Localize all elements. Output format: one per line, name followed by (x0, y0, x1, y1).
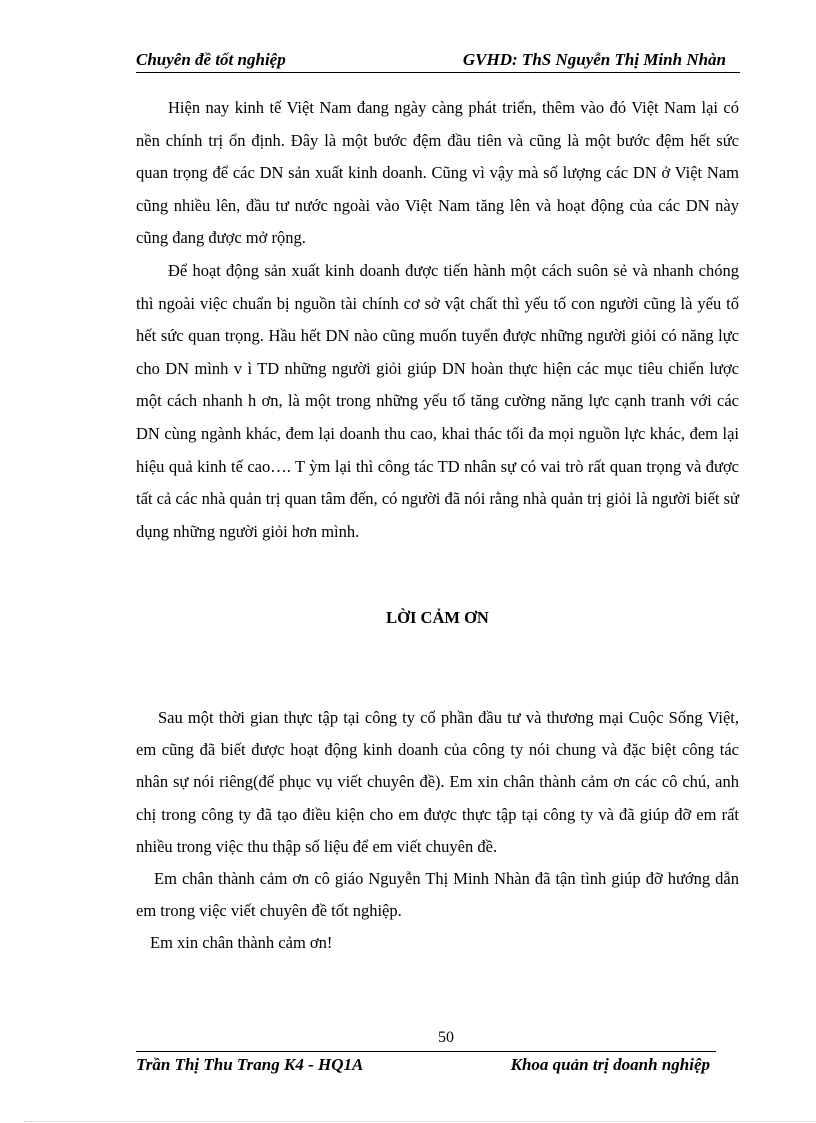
section-heading: LỜI CẢM ƠN (386, 608, 489, 627)
body-paragraph: Để hoạt động sản xuất kinh doanh được tiến hành một cách suôn sẻ và nhanh chóng thì ngoài việc chuẩn bị nguồn tài chính cơ sở vật chất thì yếu tố con người cũng là yếu tố hết sức quan trọng. Hầu hết DN nào cũng muốn tuyển được những người giỏi có năng lực cho DN mình v ì TD những người giỏi giúp DN hoàn thực hiện các mục tiêu chiến lược một cách nhanh h ơn, là một trong những yếu tố tăng cường năng lực cạnh tranh với các DN cùng ngành khác, đem lại doanh thu cao, khai thác tối đa mọi nguồn lực khác, đem lại hiệu quả kinh tế cao…. T ỳm lại thì công tác TD nhân sự có vai trò rất quan trọng và được tất cả các nhà quản trị quan tâm đến, có người đã nói rằng nhà quản trị giỏi là người biết sử dụng những người giỏi hơn mình. (136, 260, 739, 541)
header-advisor: GVHD: ThS Nguyễn Thị Minh Nhàn (462, 50, 726, 69)
page-footer (136, 1055, 716, 1079)
body-section (136, 92, 739, 548)
footer-faculty: Khoa quản trị doanh nghiệp (510, 1055, 710, 1074)
footer-divider (136, 1051, 716, 1052)
acknowledgement-closing: Em xin chân thành cảm ơn! (150, 933, 333, 953)
acknowledgement-paragraph: Em chân thành cảm ơn cô giáo Nguyễn Thị Minh Nhàn đã tận tình giúp đỡ hướng dẫn em trong việc viết chuyên đề tốt nghiệp. (136, 869, 739, 921)
page-edge-divider (24, 1121, 816, 1122)
page-header (136, 46, 740, 73)
acknowledgement-paragraph: Sau một thời gian thực tập tại công ty cổ phần đầu tư và thương mại Cuộc Sống Việt, em cũng đã biết được hoạt động kinh doanh của công ty nói chung và đặc biệt công tác nhân sự nói riêng(để phục vụ viết chuyên đề). Em xin chân thành cảm ơn các cô chú, anh chị trong công ty đã tạo điều kiện cho em được thực tập tại công ty và đã giúp đỡ em rất nhiều trong việc thu thập số liệu để em viết chuyên đề. (136, 708, 739, 856)
footer-author: Trần Thị Thu Trang K4 - HQ1A (136, 1055, 364, 1074)
body-paragraph: Hiện nay kinh tế Việt Nam đang ngày càng phát triển, thêm vào đó Việt Nam lại có nền chính trị ổn định. Đây là một bước đệm đầu tiên và cũng là một bước đệm hết sức quan trọng để các DN sản xuất kinh doanh. Cũng vì vậy mà số lượng các DN ở Việt Nam cũng nhiều lên, đầu tư nước ngoài vào Việt Nam tăng lên và hoạt động của các DN này cũng đang được mở rộng. (136, 98, 739, 248)
header-document-title: Chuyên đề tốt nghiệp (136, 50, 286, 69)
acknowledgement-section (136, 702, 739, 960)
page-number: 50 (438, 1029, 454, 1046)
